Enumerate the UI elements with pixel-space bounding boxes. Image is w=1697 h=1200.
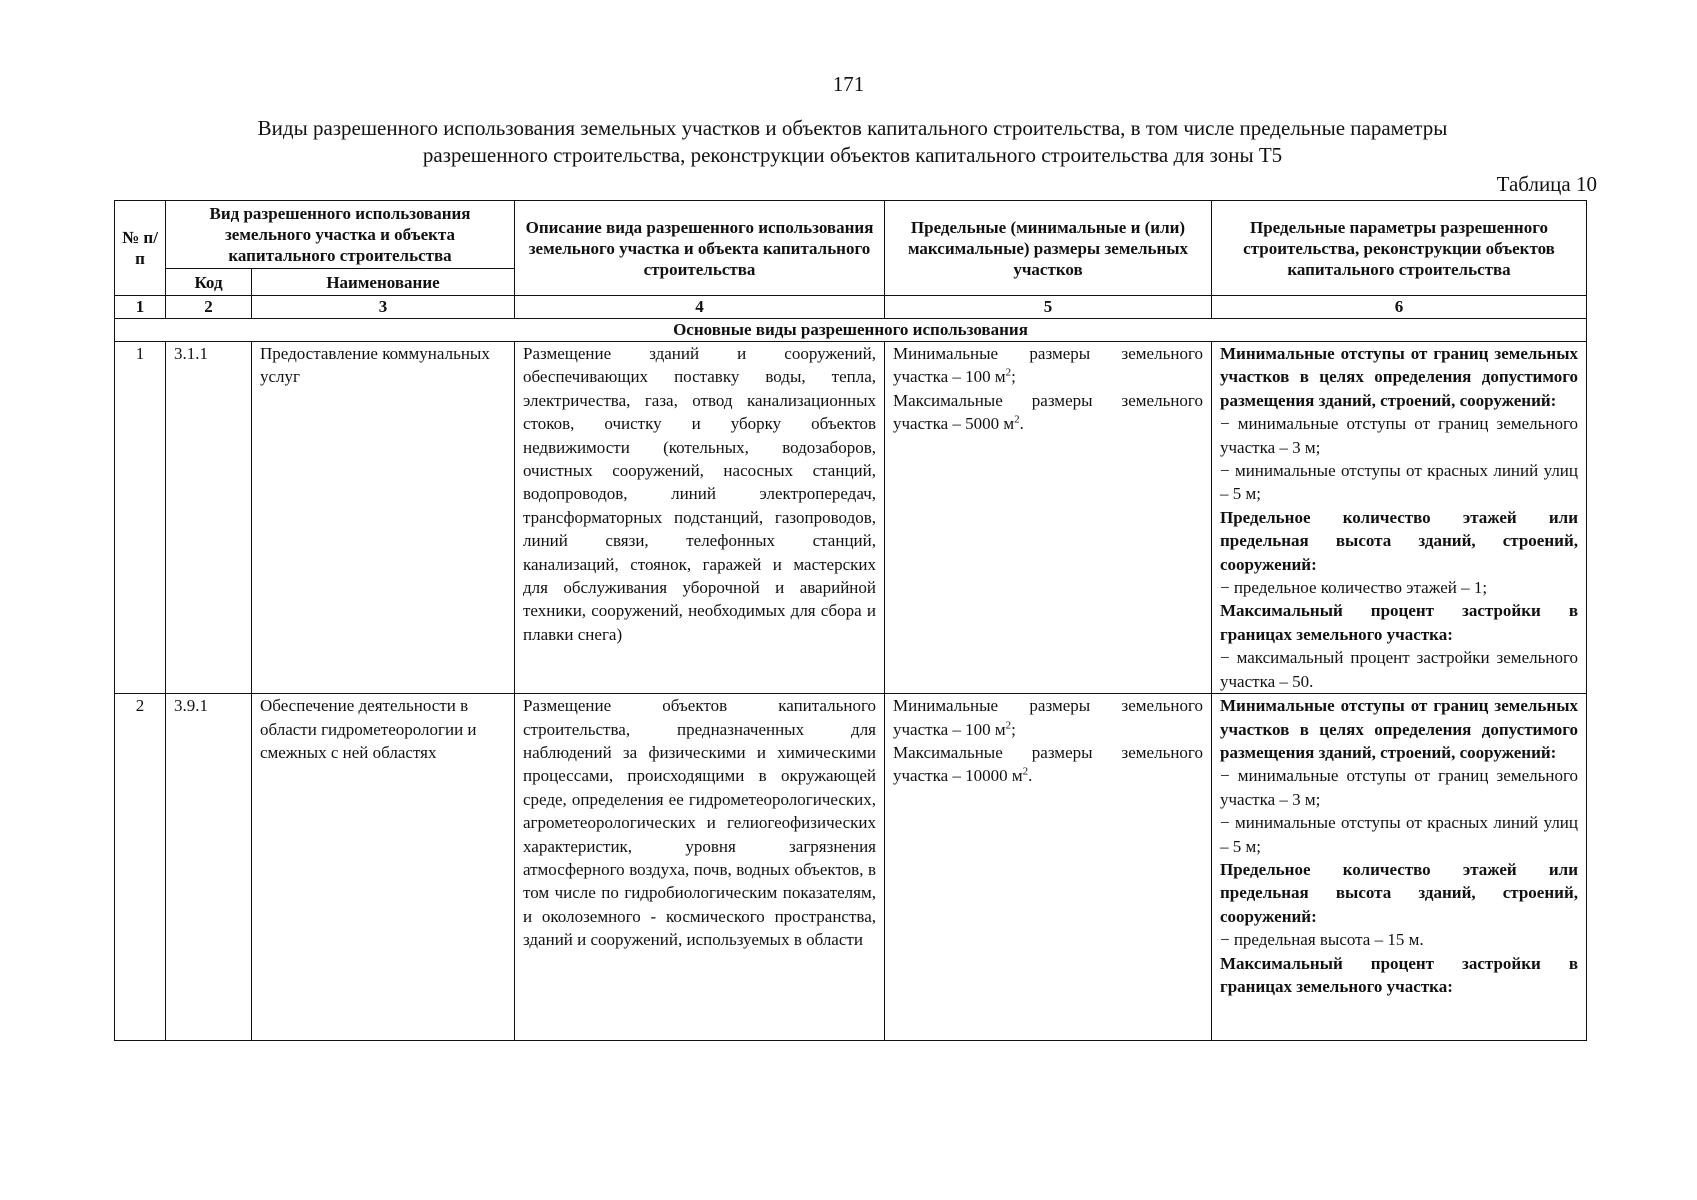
param-line: − максимальный процент застройки земельного участка – 50. [1220, 648, 1578, 691]
column-number: 6 [1212, 296, 1587, 319]
header-sizes: Предельные (минимальные и (или) максимальные) размеры земельных участков [885, 201, 1212, 296]
row-description-text: Размещение объектов капитального строительства, предназначенных для наблюдений за физическими и химическими процессами, происходящими в окружающей среде, определения ее гидрометеорологических, агрометеорологических и гелиогеофизических характеристик, уровня загрязнения атмосферного воздуха, почв, водных объектов, в том числе по гидробиологическим показателям, и околоземного - космического пространства, зданий и сооружений, используемых в области [523, 696, 876, 950]
table-header-row [115, 201, 1587, 269]
param-line: − минимальные отступы от красных линий улиц – 5 м; [1220, 813, 1578, 856]
row-name: Предоставление коммунальных услуг [252, 342, 515, 694]
param-heading: Максимальный процент застройки в границах земельного участка: [1220, 601, 1578, 644]
column-number: 1 [115, 296, 166, 319]
section-header-row [115, 319, 1587, 342]
column-number: 5 [885, 296, 1212, 319]
param-line: − минимальные отступы от границ земельного участка – 3 м; [1220, 414, 1578, 457]
param-heading: Предельное количество этажей или предельная высота зданий, строений, сооружений: [1220, 507, 1578, 574]
table-row [115, 694, 1587, 1041]
min-size-line: Минимальные размеры земельного участка – 100 $м^2$; [893, 696, 1203, 739]
max-size-line: Максимальные размеры земельного участка – 10000 $м^2$. [893, 742, 1203, 786]
header-no: № п/п [115, 201, 166, 296]
param-line: − минимальные отступы от границ земельного участка – 3 м; [1220, 766, 1578, 809]
row-sizes [885, 342, 1212, 694]
row-description: Размещение зданий и сооружений, обеспечивающих поставку воды, тепла, электричества, газа, отвод канализационных стоков, очистку и уборку объектов недвижимости (котельных, водозаборов, очистных сооружений, насосных станций, водопроводов, линий электропередач, трансформаторных подстанций, газопроводов, линий связи, телефонных станций, канализаций, стоянок, гаражей и мастерских для обслуживания уборочной и аварийной техники, сооружений, необходимых для сбора и плавки снега) [515, 342, 885, 694]
row-description [515, 694, 885, 1041]
document-title [120, 115, 1585, 169]
section-title: Основные виды разрешенного использования [115, 319, 1587, 342]
table-row [115, 342, 1587, 694]
min-size-line: Минимальные размеры земельного участка – 100 $м^2$; [893, 344, 1203, 387]
row-code: 3.1.1 [166, 342, 252, 694]
row-params [1212, 342, 1587, 694]
column-number: 3 [252, 296, 515, 319]
column-number-row [115, 296, 1587, 319]
header-name: Наименование [252, 269, 515, 296]
header-vid-group: Вид разрешенного использования земельного участка и объекта капитального строительства [166, 201, 515, 269]
page-number: 171 [832, 72, 865, 96]
column-number: 2 [166, 296, 252, 319]
header-code: Код [166, 269, 252, 296]
row-code: 3.9.1 [166, 694, 252, 1041]
param-heading: Максимальный процент застройки в границах земельного участка: [1220, 953, 1578, 996]
document-title-line-1: Виды разрешенного использования земельных участков и объектов капитального строительства, в том числе предельные параметры [257, 116, 1448, 140]
row-name: Обеспечение деятельности в области гидрометеорологии и смежных с ней областях [252, 694, 515, 1041]
param-heading: Предельное количество этажей или предельная высота зданий, строений, сооружений: [1220, 859, 1578, 926]
row-number: 2 [115, 694, 166, 1041]
row-sizes [885, 694, 1212, 1041]
param-line: − минимальные отступы от красных линий улиц – 5 м; [1220, 461, 1578, 504]
document-title-line-2: разрешенного строительства, реконструкции объектов капитального строительства для зоны Т5 [422, 143, 1283, 167]
row-params [1212, 694, 1587, 1041]
land-use-table [114, 200, 1587, 1041]
header-params: Предельные параметры разрешенного строительства, реконструкции объектов капитального строительства [1212, 201, 1587, 296]
max-size-line: Максимальные размеры земельного участка – 5000 $м^2$. [893, 390, 1203, 434]
param-heading: Минимальные отступы от границ земельных участков в целях определения допустимого размещения зданий, строений, сооружений: [1220, 344, 1578, 410]
param-heading: Минимальные отступы от границ земельных участков в целях определения допустимого размещения зданий, строений, сооружений: [1220, 696, 1578, 762]
header-description: Описание вида разрешенного использования земельного участка и объекта капитального строительства [515, 201, 885, 296]
param-line: − предельное количество этажей – 1; [1220, 578, 1488, 598]
column-number: 4 [515, 296, 885, 319]
param-line: − предельная высота – 15 м. [1220, 930, 1424, 950]
table-label: Таблица 10 [1496, 172, 1597, 196]
row-number: 1 [115, 342, 166, 694]
